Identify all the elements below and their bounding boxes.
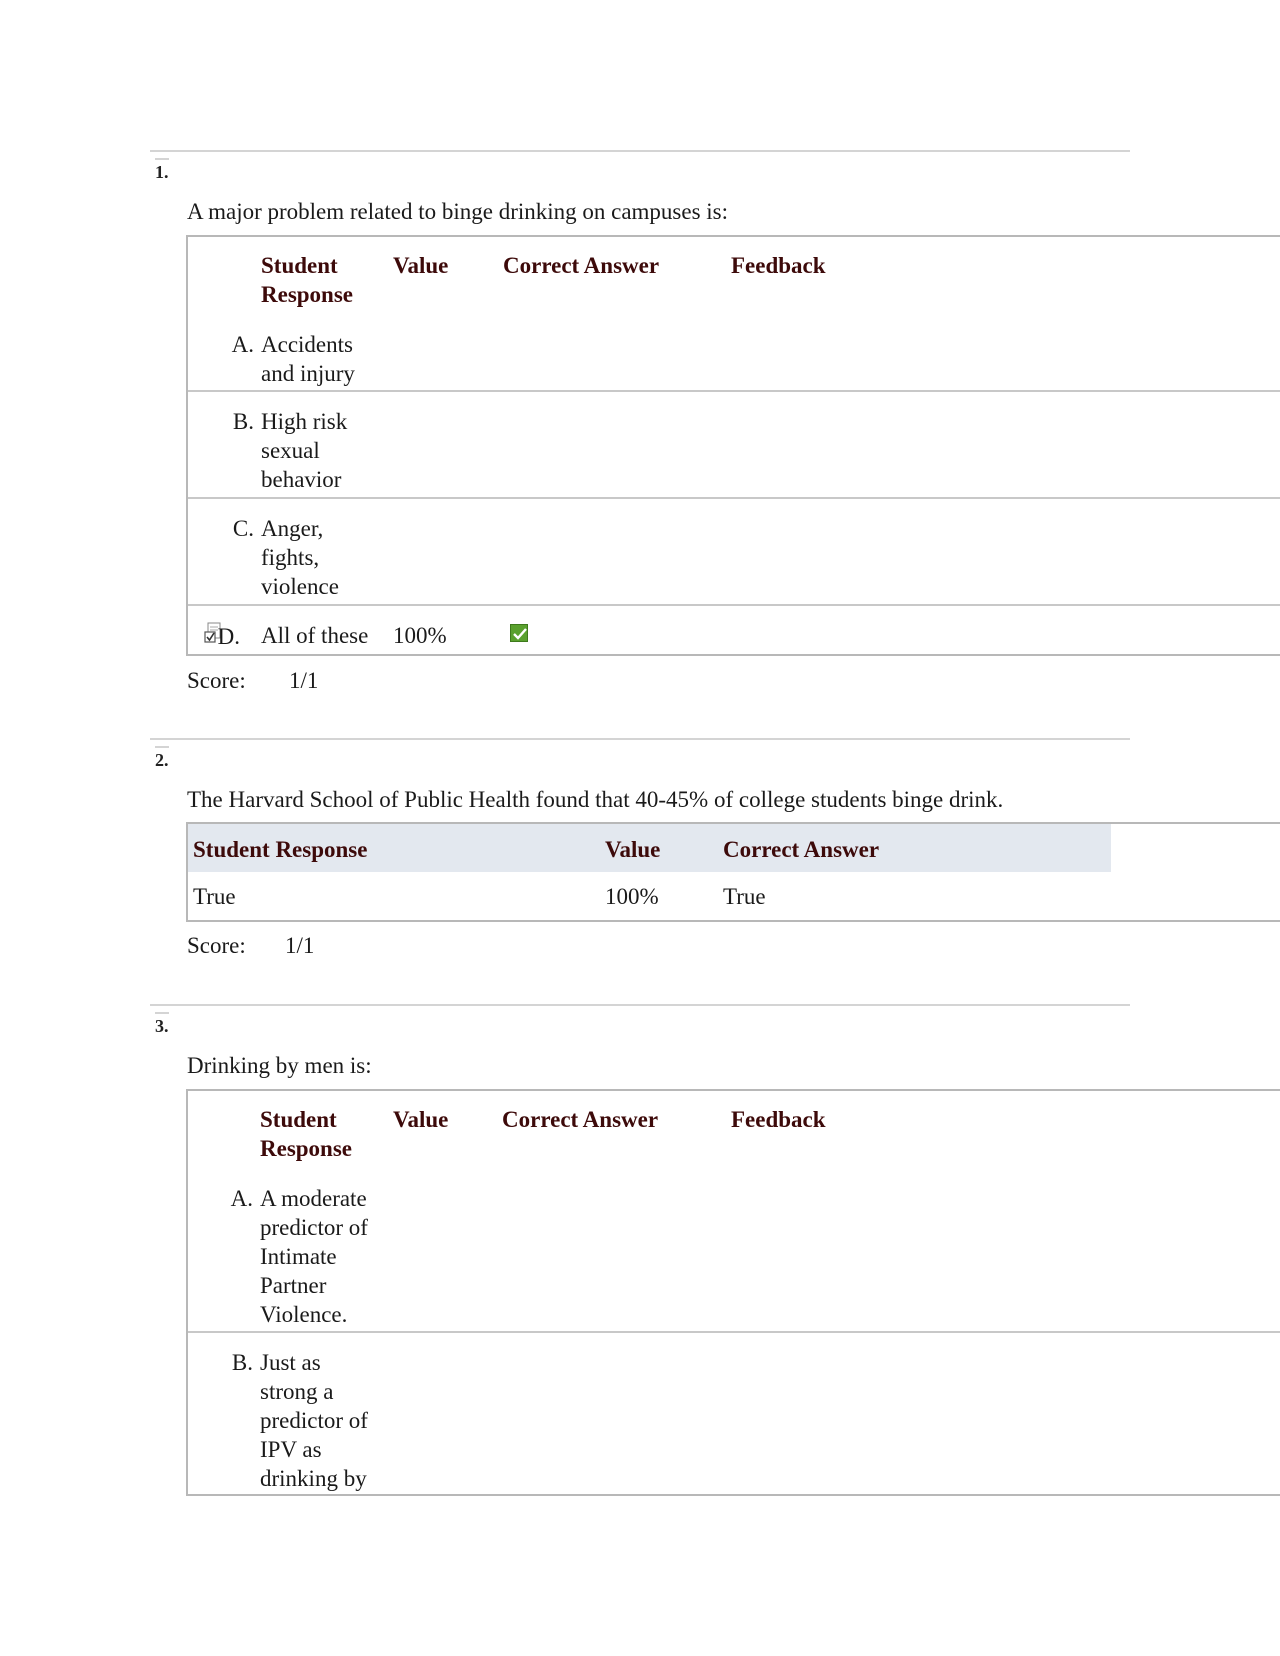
response-table bbox=[186, 235, 1280, 656]
option-letter: A. bbox=[230, 1186, 253, 1211]
header-value: Value bbox=[393, 1107, 449, 1132]
score-label: Score: bbox=[187, 668, 246, 693]
option-letter: B. bbox=[232, 409, 254, 434]
header-correct-answer: Correct Answer bbox=[502, 1107, 659, 1132]
score-value: 1/1 bbox=[285, 933, 315, 958]
row-divider bbox=[188, 390, 1280, 392]
option-text: All of these bbox=[261, 623, 369, 648]
student-response: True bbox=[193, 884, 236, 909]
score-value: 1/1 bbox=[289, 668, 319, 693]
header-student-response: Student Response bbox=[261, 253, 354, 307]
header-correct-answer: Correct Answer bbox=[503, 253, 660, 278]
response-table bbox=[186, 822, 1280, 922]
question-text: A major problem related to binge drinking on campuses is: bbox=[187, 199, 729, 224]
header-value: Value bbox=[393, 253, 449, 278]
green-check-icon bbox=[510, 624, 528, 642]
option-text: Anger, fights, violence bbox=[261, 516, 339, 599]
question-number: 3. bbox=[155, 1012, 169, 1036]
option-text: Just as strong a predictor of IPV as drinking by bbox=[260, 1350, 368, 1491]
row-divider bbox=[188, 497, 1280, 499]
question-divider bbox=[150, 1004, 1130, 1006]
option-letter: A. bbox=[231, 332, 254, 357]
header-feedback: Feedback bbox=[731, 253, 826, 278]
question-number: 1. bbox=[155, 158, 169, 182]
response-table bbox=[186, 1089, 1280, 1496]
question-number: 2. bbox=[155, 746, 169, 770]
header-feedback: Feedback bbox=[731, 1107, 826, 1132]
header-correct-answer: Correct Answer bbox=[723, 837, 880, 862]
question-text: Drinking by men is: bbox=[187, 1053, 372, 1078]
header-student-response: Student Response bbox=[193, 837, 368, 862]
option-letter: D. bbox=[217, 624, 240, 649]
row-divider bbox=[188, 604, 1280, 606]
header-student-response: Student Response bbox=[260, 1107, 353, 1161]
correct-answer: True bbox=[723, 884, 766, 909]
question-divider bbox=[150, 738, 1130, 740]
question-text: The Harvard School of Public Health found that 40-45% of college students binge drink. bbox=[187, 787, 1004, 812]
header-value: Value bbox=[605, 837, 661, 862]
option-letter: C. bbox=[232, 516, 254, 541]
question-divider bbox=[150, 150, 1130, 152]
row-divider bbox=[188, 1331, 1280, 1333]
option-value: 100% bbox=[393, 623, 447, 648]
option-text: High risk sexual behavior bbox=[261, 409, 348, 492]
option-letter: B. bbox=[231, 1350, 253, 1375]
option-text: A moderate predictor of Intimate Partner Violence. bbox=[260, 1186, 368, 1327]
score-label: Score: bbox=[187, 933, 246, 958]
response-value: 100% bbox=[605, 884, 659, 909]
option-text: Accidents and injury bbox=[261, 332, 355, 386]
